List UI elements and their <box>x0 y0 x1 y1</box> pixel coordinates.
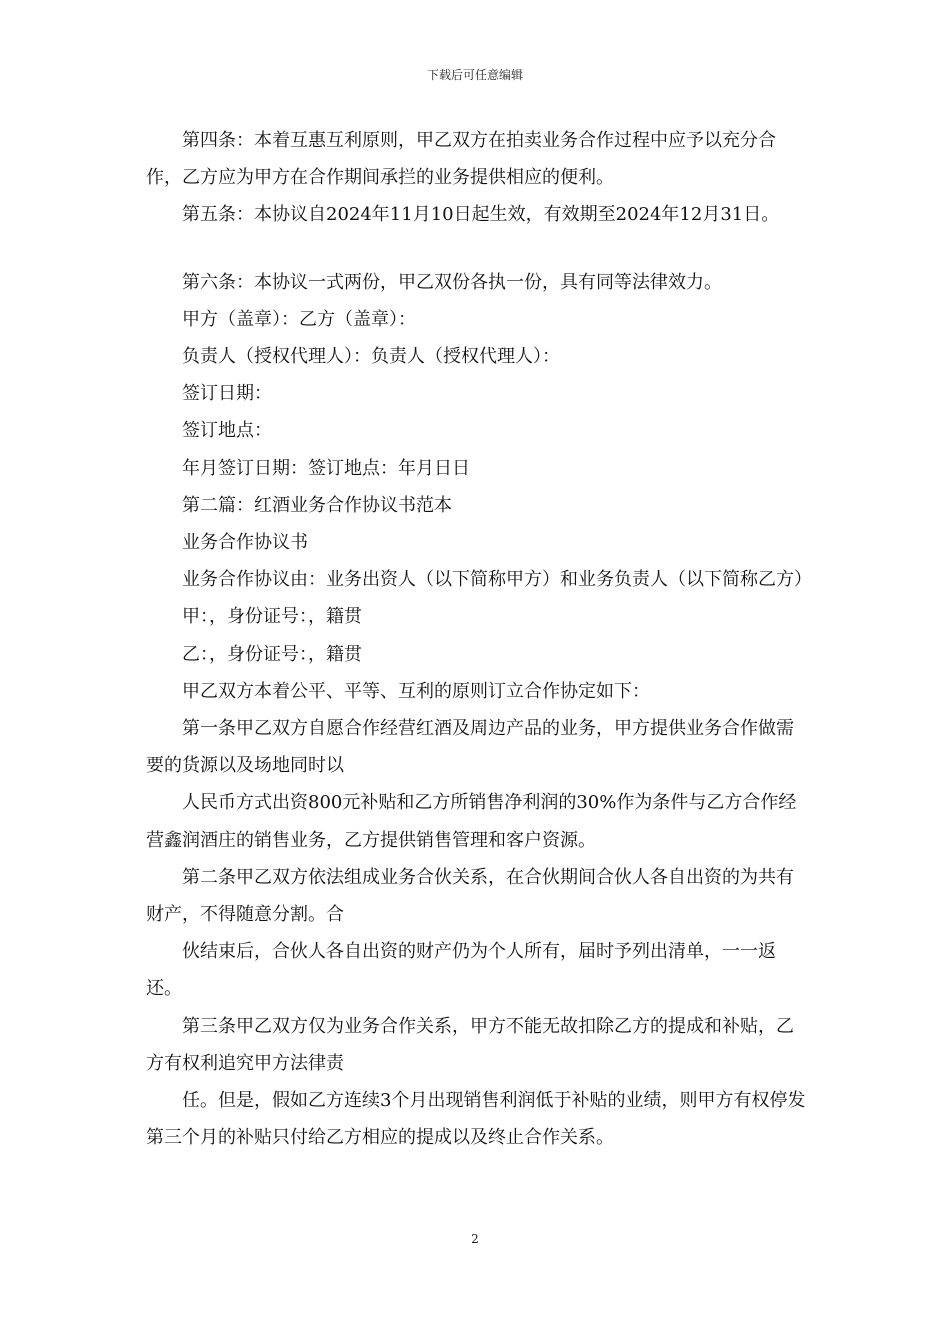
article-2-part-1: 第二条甲乙双方依法组成业务合伙关系，在合伙期间合伙人各自出资的为共有财产，不得随意分割。合 <box>146 866 794 926</box>
clause-6: 第六条：本协议一式两份，甲乙双份各执一份，具有同等法律效力。 <box>182 271 722 293</box>
clause-5: 第五条：本协议自2024年11月10日起生效，有效期至2024年12月31日。 <box>182 204 780 226</box>
section-title: 第二篇：红酒业务合作协议书范本 <box>182 494 452 516</box>
article-1-part-1: 第一条甲乙双方自愿合作经营红酒及周边产品的业务，甲方提供业务合作做需要的货源以及场地同时以 <box>146 718 794 777</box>
agreement-principle: 甲乙双方本着公平、平等、互利的原则订立合作协定如下： <box>182 680 650 702</box>
party-seals: 甲方（盖章）：乙方（盖章）： <box>182 308 416 330</box>
clause-4: 第四条：本着互惠互利原则，甲乙双方在拍卖业务合作过程中应予以充分合作，乙方应为甲方在合作期间承拦的业务提供相应的便利。 <box>146 130 776 189</box>
article-2-part-2: 伙结束后，合伙人各自出资的财产仍为个人所有，届时予列出清单，一一返还。 <box>146 941 776 1000</box>
article-3-part-1: 第三条甲乙双方仅为业务合作关系，甲方不能无故扣除乙方的提成和补贴，乙方有权利追究甲方法律责 <box>146 1015 794 1074</box>
page-number: 2 <box>471 1232 479 1246</box>
article-1-part-2: 人民币方式出资800元补贴和乙方所销售净利润的30%作为条件与乙方合作经营鑫润酒庄的销售业务，乙方提供销售管理和客户资源。 <box>146 792 797 851</box>
signing-place: 签订地点： <box>182 420 272 442</box>
article-3-part-2: 任。但是，假如乙方连续3个月出现销售利润低于补贴的业绩，则甲方有权停发第三个月的补贴只付给乙方相应的提成以及终止合作关系。 <box>146 1090 806 1149</box>
page-header: 下载后可任意编辑 <box>426 68 523 82</box>
party-b-info: 乙：，身份证号：，籍贯 <box>182 643 362 665</box>
signing-date: 签订日期： <box>182 383 272 405</box>
document-body <box>146 122 812 1156</box>
agreement-intro: 业务合作协议由：业务出资人（以下简称甲方）和业务负责人（以下简称乙方） <box>182 569 812 591</box>
blank-line <box>146 234 806 264</box>
party-representatives: 负责人（授权代理人）：负责人（授权代理人）： <box>182 346 560 368</box>
signing-date-place-line: 年月签订日期：签订地点：年月日日 <box>182 457 470 479</box>
agreement-title: 业务合作协议书 <box>182 532 308 554</box>
party-a-info: 甲：，身份证号：，籍贯 <box>182 606 362 628</box>
